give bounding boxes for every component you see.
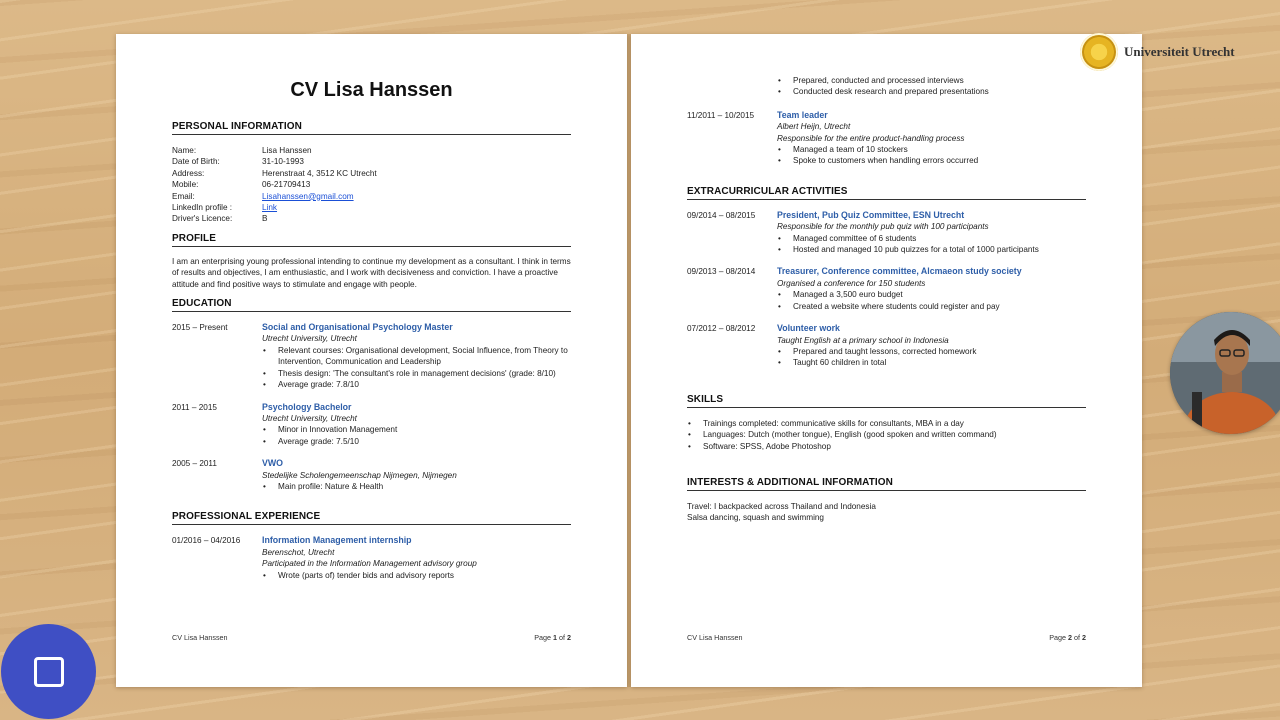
- linkedin-link[interactable]: Link: [262, 203, 278, 213]
- skills-heading: SKILLS: [687, 393, 1086, 408]
- profile-text: I am an enterprising young professional intending to continue my development as a consultant. I think in terms of results and objectives, I am enthusiastic, and I work with decisiveness and conviction. I have a proactive attitude and find positive ways to stimulate and engage with people.: [172, 256, 571, 289]
- cv-title: CV Lisa Hanssen: [290, 79, 453, 101]
- entry-title: VWO: [262, 458, 284, 469]
- entry-title: Team leader: [777, 109, 828, 120]
- page-number: Page 1 of 2: [534, 632, 571, 642]
- square-icon: [34, 657, 64, 687]
- list-item: • Software: SPSS, Adobe Photoshop: [687, 441, 1086, 452]
- education-entry: 2011 – 2015 Psychology Bachelor Utrecht University, Utrecht • Minor in Innovation Management • Average grade: 7.5/10: [172, 402, 571, 448]
- info-row-name: Name: Lisa Hanssen: [172, 146, 312, 155]
- info-row-email: Email: Lisahanssen@gmail.com: [172, 191, 354, 201]
- education-heading: EDUCATION: [172, 297, 571, 312]
- stop-share-button[interactable]: [1, 624, 96, 719]
- list-item: • Relevant courses: Organisational development, Social Influence, from Theory to Intervention, Communication and Leadership: [262, 345, 571, 368]
- extracurricular-section: [687, 185, 1086, 369]
- experience-heading: PROFESSIONAL EXPERIENCE: [172, 510, 571, 525]
- entry-title: Treasurer, Conference committee, Alcmaeon study society: [777, 266, 1022, 277]
- profile-heading: PROFILE: [172, 232, 571, 247]
- entry-title: Volunteer work: [777, 323, 840, 334]
- cv-page-1: [116, 34, 627, 687]
- list-item: • Thesis design: 'The consultant's role in management decisions' (grade: 8/10): [262, 368, 571, 379]
- extracurricular-heading: EXTRACURRICULAR ACTIVITIES: [687, 185, 1086, 200]
- info-row-mobile: Mobile: 06-21709413: [172, 180, 311, 190]
- cv-page-2: [631, 34, 1142, 687]
- experience-entry: 11/2011 – 10/2015 Team leader Albert Heijn, Utrecht Responsible for the entire product-handling process • Managed a team of 10 stockers • Spoke to customers when handling errors occurred: [687, 110, 1086, 167]
- experience-section: [172, 510, 571, 581]
- list-item: • Managed committee of 6 students: [777, 233, 1086, 244]
- page-footer: CV Lisa Hanssen Page 2 of 2: [687, 632, 1086, 642]
- list-item: • Spoke to customers when handling errors occurred: [777, 155, 1086, 166]
- list-item: • Average grade: 7.8/10: [262, 379, 571, 390]
- list-item: • Conducted desk research and prepared presentations: [777, 86, 1086, 97]
- list-item: • Managed a 3,500 euro budget: [777, 289, 1086, 300]
- interests-section: INTERESTS & ADDITIONAL INFORMATION Travel: I backpacked across Thailand and Indonesia Salsa dancing, squash and swimming: [687, 476, 1086, 524]
- info-row-linkedin: LinkedIn profile : Link: [172, 203, 278, 213]
- info-row-dob: Date of Birth: 31-10-1993: [172, 157, 304, 167]
- list-item: • Prepared and taught lessons, corrected homework: [777, 346, 1086, 357]
- logo-text: Universiteit Utrecht: [1124, 44, 1235, 59]
- email-link[interactable]: Lisahanssen@gmail.com: [262, 191, 354, 201]
- list-item: • Wrote (parts of) tender bids and advisory reports: [262, 570, 571, 581]
- entry-title: Information Management internship: [262, 535, 412, 546]
- list-item: • Managed a team of 10 stockers: [777, 144, 1086, 155]
- page-number: Page 2 of 2: [1049, 632, 1086, 642]
- extracurricular-entry: 09/2014 – 08/2015 President, Pub Quiz Committee, ESN Utrecht Responsible for the monthly pub quiz with 100 participants • Managed committee of 6 students • Hosted and managed 10 pub quizzes for a total of 1000 participants: [687, 210, 1086, 256]
- list-item: • Languages: Dutch (mother tongue), English (good spoken and written command): [687, 429, 1086, 440]
- info-row-address: Address: Herenstraat 4, 3512 KC Utrecht: [172, 168, 377, 178]
- education-entry: 2015 – Present Social and Organisational Psychology Master Utrecht University, Utrecht • Relevant courses: Organisational development, Social Influence, from Theory to Intervention, Communication and Leadership • Thesis design: 'The consultant's role in management decisions' (grade: 8/10) • Average grade: 7.8/10: [172, 322, 571, 390]
- university-logo: [1080, 33, 1235, 71]
- list-item: • Created a website where students could register and pay: [777, 301, 1086, 312]
- entry-title: President, Pub Quiz Committee, ESN Utrecht: [777, 209, 965, 220]
- list-item: • Average grade: 7.5/10: [262, 436, 571, 447]
- personal-info-section: [172, 120, 571, 225]
- list-item: • Trainings completed: communicative skills for consultants, MBA in a day: [687, 418, 1086, 429]
- extracurricular-entry: 07/2012 – 08/2012 Volunteer work Taught English at a primary school in Indonesia • Prepared and taught lessons, corrected homework • Taught 60 children in total: [687, 323, 1086, 369]
- list-item: • Hosted and managed 10 pub quizzes for a total of 1000 participants: [777, 244, 1086, 255]
- experience-entry: 01/2016 – 04/2016 Information Management internship Berenschot, Utrecht Participated in the Information Management advisory group • Wrote (parts of) tender bids and advisory reports: [172, 535, 571, 581]
- presenter-avatar: [1170, 312, 1280, 434]
- interests-heading: INTERESTS & ADDITIONAL INFORMATION: [687, 476, 1086, 491]
- list-item: • Taught 60 children in total: [777, 357, 1086, 368]
- entry-title: Social and Organisational Psychology Master: [262, 322, 453, 333]
- page-footer: CV Lisa Hanssen Page 1 of 2: [172, 632, 571, 642]
- list-item: • Main profile: Nature & Health: [262, 481, 571, 492]
- entry-title: Psychology Bachelor: [262, 401, 352, 412]
- extracurricular-entry: 09/2013 – 08/2014 Treasurer, Conference committee, Alcmaeon study society Organised a conference for 150 students • Managed a 3,500 euro budget • Created a website where students could register and pay: [687, 266, 1086, 312]
- list-item: • Minor in Innovation Management: [262, 424, 571, 435]
- sun-seal-icon: [1080, 33, 1118, 71]
- list-item: • Prepared, conducted and processed interviews: [777, 75, 1086, 86]
- education-section: [172, 297, 571, 492]
- info-row-licence: Driver's Licence: B: [172, 214, 268, 224]
- profile-section: [172, 232, 571, 290]
- personal-info-heading: PERSONAL INFORMATION: [172, 120, 571, 135]
- experience-continued: [687, 75, 1086, 167]
- skills-section: [687, 393, 1086, 452]
- education-entry: 2005 – 2011 VWO Stedelijke Scholengemeenschap Nijmegen, Nijmegen • Main profile: Nature & Health: [172, 458, 571, 492]
